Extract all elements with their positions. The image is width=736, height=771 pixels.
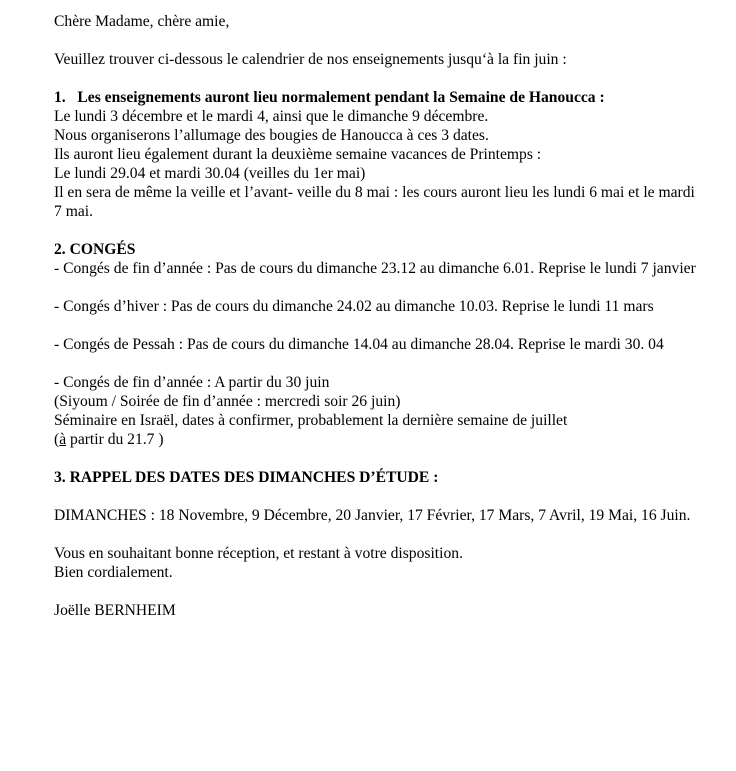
spacer bbox=[54, 31, 704, 50]
section-1-line: Nous organiserons l’allumage des bougies de Hanoucca à ces 3 dates. bbox=[54, 127, 489, 144]
closing-line: Bien cordialement. bbox=[54, 564, 173, 581]
conges-fin-annee-2: - Congés de fin d’année : A partir du 30 juin bbox=[54, 374, 330, 391]
closing-line: Vous en souhaitant bonne réception, et restant à votre disposition. bbox=[54, 545, 463, 562]
spacer bbox=[54, 525, 704, 544]
spacer bbox=[54, 449, 704, 468]
section-1-line: Ils auront lieu également durant la deuxième semaine vacances de Printemps : bbox=[54, 146, 542, 163]
dimanches-list: DIMANCHES : 18 Novembre, 9 Décembre, 20 Janvier, 17 Février, 17 Mars, 7 Avril, 19 Mai, 16 Juin. bbox=[54, 507, 691, 524]
section-1-line: Il en sera de même la veille et l’avant- veille du 8 mai : les cours auront lieu les lundi 6 mai et le mardi 7 mai. bbox=[54, 184, 695, 220]
conges-hiver: - Congés d’hiver : Pas de cours du dimanche 24.02 au dimanche 10.03. Reprise le lundi 11 mars bbox=[54, 298, 654, 315]
seminaire-date-prefix: à bbox=[59, 431, 67, 448]
seminaire-date-open: ( bbox=[54, 431, 60, 448]
signature: Joëlle BERNHEIM bbox=[54, 602, 176, 619]
spacer bbox=[54, 582, 704, 601]
spacer bbox=[54, 278, 704, 297]
spacer bbox=[54, 354, 704, 373]
siyoum-note: (Siyoum / Soirée de fin d’année : mercredi soir 26 juin) bbox=[54, 393, 401, 410]
letter-document bbox=[54, 12, 704, 620]
seminaire-date bbox=[54, 430, 704, 449]
section-2-heading: 2. CONGÉS bbox=[54, 241, 136, 258]
spacer bbox=[54, 221, 704, 240]
spacer bbox=[54, 316, 704, 335]
spacer bbox=[54, 69, 704, 88]
greeting: Chère Madame, chère amie, bbox=[54, 13, 230, 30]
spacer bbox=[54, 487, 704, 506]
section-1-line: Le lundi 29.04 et mardi 30.04 (veilles du 1er mai) bbox=[54, 165, 366, 182]
intro-paragraph: Veuillez trouver ci-dessous le calendrier de nos enseignements jusqu‘à la fin juin : bbox=[54, 51, 567, 68]
conges-pessah: - Congés de Pessah : Pas de cours du dimanche 14.04 au dimanche 28.04. Reprise le mardi 30. 04 bbox=[54, 336, 664, 353]
section-3-heading: 3. RAPPEL DES DATES DES DIMANCHES D’ÉTUDE : bbox=[54, 469, 439, 486]
seminaire-note: Séminaire en Israël, dates à confirmer, probablement la dernière semaine de juillet bbox=[54, 412, 568, 429]
section-1-line: Le lundi 3 décembre et le mardi 4, ainsi que le dimanche 9 décembre. bbox=[54, 108, 489, 125]
conges-fin-annee: - Congés de fin d’année : Pas de cours du dimanche 23.12 au dimanche 6.01. Reprise le lundi 7 janvier bbox=[54, 260, 696, 277]
seminaire-date-rest: partir du 21.7 ) bbox=[66, 431, 164, 448]
section-1-heading: 1. Les enseignements auront lieu normalement pendant la Semaine de Hanoucca : bbox=[54, 89, 605, 106]
